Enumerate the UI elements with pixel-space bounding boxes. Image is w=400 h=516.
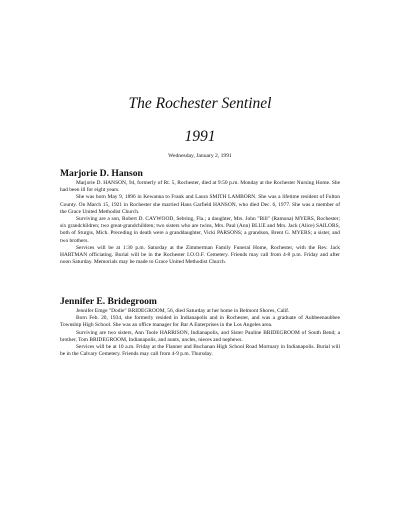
obituary-paragraph: Jennifer Emge "Dodie" BRIDEGROOM, 56, died Saturday at her home in Belmont Shores, Calif.	[76, 308, 290, 314]
obituary-paragraph: Surviving are a son, Robert D. CAYWOOD, Sebring, Fla.; a daughter, Mrs. John "Bill" (Ramona) MYERS, Rochester; six grandchildren; two great-grandchildren; two sisters who are twins, Mrs. Paul (Ann) BLUE and Mrs. Jack (Alice) SAILORS, both of Sturgis, Mich. Preceding in death were a granddaughter, Vicki PARSONS; a grandson, Brent G. MYERS; a sister, and two brothers.	[60, 216, 340, 244]
obituary-paragraph: Born Feb. 20, 1934, she formerly resided in Indianapolis and in Rochester, and was a graduate of Aubbeenaubbee Township High School. She was an office manager for Bar A Enterprises in the Los Angeles area.	[60, 315, 340, 329]
obituary-body-bridegroom	[60, 308, 340, 358]
publication-title: The Rochester Sentinel	[128, 95, 272, 112]
obituary-paragraph: Services will be at 10 a.m. Friday at the Flanner and Buchanan High School Road Mortuary in Indianapolis. Burial will be in the Calvary Cemetery. Friends may call from 4-9 p.m. Thursday.	[60, 344, 340, 358]
obituary-paragraph: Marjorie D. HANSON, 94, formerly of Rt. 5, Rochester, died at 9:50 p.m. Monday at the Rochester Nursing Home. She had been ill for eight years.	[60, 180, 340, 194]
issue-date: Wednesday, January 2, 1991	[168, 153, 232, 159]
publication-year: 1991	[184, 128, 216, 145]
obituary-heading-bridegroom: Jennifer E. Bridegroom	[60, 296, 157, 307]
obituary-paragraph: Surviving are two sisters, Ann Toole HARRISON, Indianapolis, and Sister Pauline BRIDEGROOM of South Bend; a brother, Tom BRIDEGROOM, Indianapolis, and aunts, uncles, nieces and nephews.	[60, 329, 340, 343]
obituary-heading-hanson: Marjorie D. Hanson	[60, 168, 143, 179]
obituary-paragraph: Services will be at 1:30 p.m. Saturday at the Zimmerman Family Funeral Home, Rochester, with the Rev. Jack HARTMAN officiating. Burial will be in the Rochester I.O.O.F. Cemetery. Friends may call from 4-8 p.m. Friday and after noon Saturday. Memorials may be made to Grace United Methodist Church.	[60, 244, 340, 266]
obituary-paragraph: She was born May 9, 1896 in Kewanna to Frank and Laura SMITH LAMBORN. She was a lifetime resident of Fulton County. On March 15, 1921 in Rochester she married Hans Garfield HANSON, who died Dec. 6, 1977. She was a member of the Grace United Methodist Church.	[60, 194, 340, 215]
obituary-body-hanson	[60, 180, 340, 266]
